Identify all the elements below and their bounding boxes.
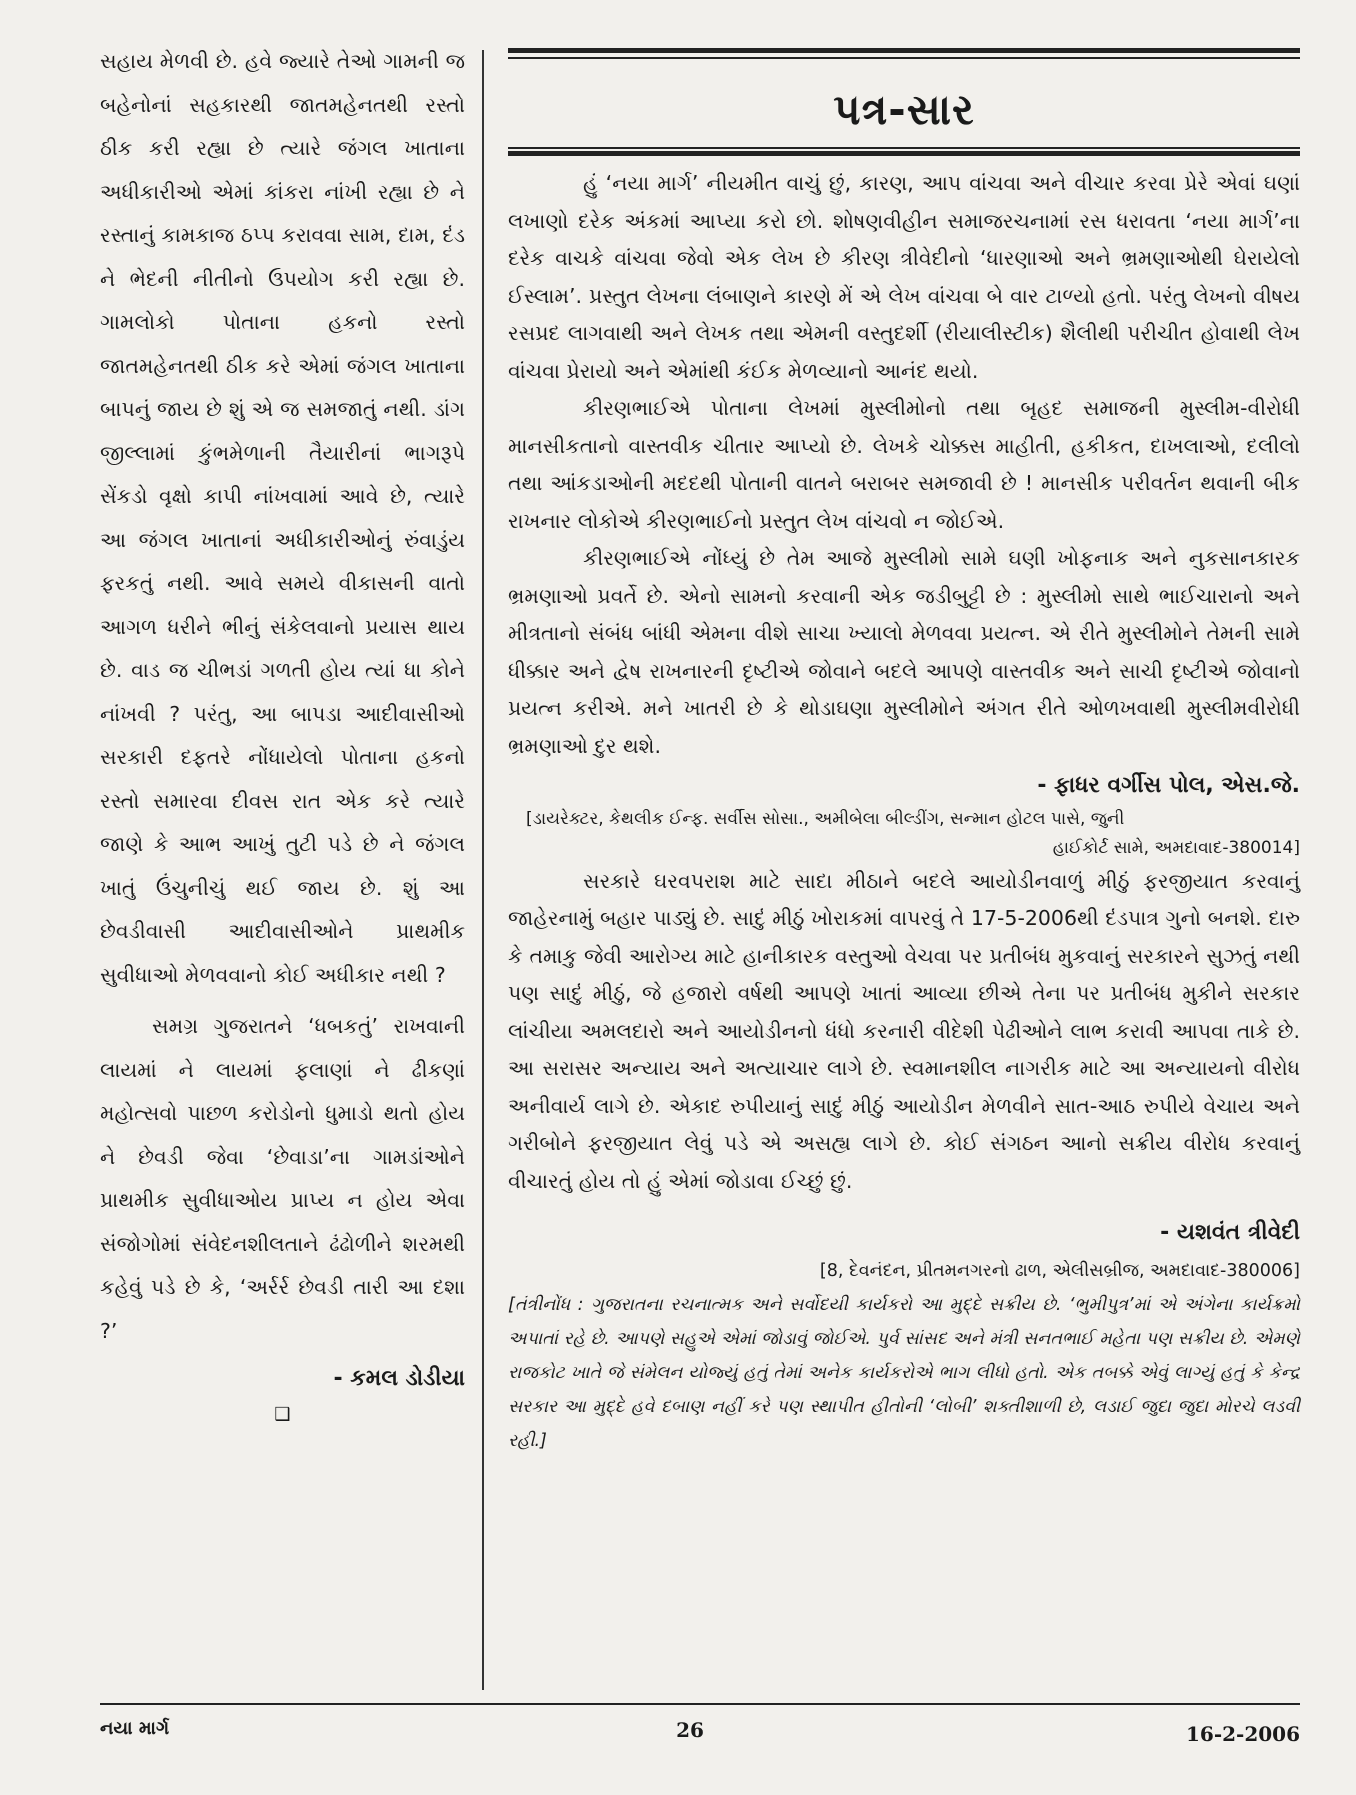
letter1-paragraph-2: કીરણભાઈએ પોતાના લેખમાં મુસ્લીમોનો તથા બૃહદ સમાજની મુસ્લીમ-વીરોધી માનસીકતાનો વાસ્તવીક ચીતાર આપ્યો છે. લેખકે ચોક્કસ માહીતી, હકીકત, દાખલાઓ, દલીલો તથા આંકડાઓની મદદથી પોતાની વાતને બરાબર સમજાવી છે ! માનસીક પરીવર્તન થવાની બીક રાખનાર લોકોએ કીરણભાઈનો પ્રસ્તુત લેખ વાંચવો ન જોઈએ. [508, 396, 1300, 533]
section-title: પત્ર-સાર [833, 85, 975, 134]
left-signature: - કમલ ડોડીયા [333, 1366, 465, 1391]
left-paragraph-2: સમગ્ર ગુજરાતને ‘ધબકતું’ રાખવાની લાયમાં ને લાયમાં ફલાણાં ને ઢીકણાં મહોત્સવો પાછળ કરોડોનો ધુમાડો થતો હોય ને છેવડી જેવા ‘છેવાડા’ના ગામડાંઓને પ્રાથમીક સુવીધાઓય પ્રાપ્ય ન હોય એવા સંજોગોમાં સંવેદનશીલતાને ઢંઢોળીને શરમથી કહેવું પડે છે કે, ‘અર્રર્ર છેવડી તારી આ દશા ?’ [100, 1014, 465, 1343]
page-number: 26 [676, 1718, 704, 1742]
letter2-paragraph-1: સરકારે ઘરવપરાશ માટે સાદા મીઠાને બદલે આયોડીનવાળું મીઠું ફરજીયાત કરવાનું જાહેરનામું બહાર પાડ્યું છે. સાદું મીઠું ખોરાકમાં વાપરવું તે 17-5-2006થી દંડપાત્ર ગુનો બનશે. દારુ કે તમાકુ જેવી આરોગ્ય માટે હાનીકારક વસ્તુઓ વેચવા પર પ્રતીબંધ મુકવાનું સરકારને સુઝતું નથી પણ સાદું મીઠું, જે હજારો વર્ષથી આપણે ખાતાં આવ્યા છીએ તેના પર પ્રતીબંધ મુકીને સરકાર લાંચીયા અમલદારો અને આયોડીનનો ધંધો કરનારી વીદેશી પેઢીઓને લાભ કરાવી આપવા તાકે છે. આ સરાસર અન્યાય અને અત્યાચાર લાગે છે. સ્વમાનશીલ નાગરીક માટે આ અન્યાયનો વીરોધ અનીવાર્ય લાગે છે. એકાદ રુપીયાનું સાદું મીઠું આયોડીન મેળવીને સાત-આઠ રુપીયે વેચાય અને ગરીબોને ફરજીયાત લેવું પડે એ અસહ્ય લાગે છે. કોઈ સંગઠન આનો સક્રીય વીરોધ કરવાનું વીચારતું હોય તો હું એમાં જોડાવા ઈચ્છું છું. [508, 868, 1300, 1193]
letter2-address: [8, દેવનંદન, પ્રીતમનગરનો ઢાળ, એલીસબ્રીજ, અમદાવાદ-380006] [819, 1260, 1300, 1281]
left-column [100, 40, 465, 1429]
letter1-paragraph-3: કીરણભાઈએ નોંધ્યું છે તેમ આજે મુસ્લીમો સામે ઘણી ખોફનાક અને નુકસાનકારક ભ્રમણાઓ પ્રવર્તે છે. એનો સામનો કરવાની એક જડીબુટ્ટી છે : મુસ્લીમો સાથે ભાઈચારાનો અને મીત્રતાનો સંબંધ બાંધી એમના વીશે સાચા ખ્યાલો મેળવવા પ્રયત્ન. એ રીતે મુસ્લીમોને તેમની સામે ધીક્કાર અને દ્વેષ રાખનારની દૃષ્ટીએ જોવાને બદલે આપણે વાસ્તવીક અને સાચી દૃષ્ટીએ જોવાનો પ્રયત્ન કરીએ. મને ખાતરી છે કે થોડાઘણા મુસ્લીમોને અંગત રીતે ઓળખવાથી મુસ્લીમવીરોધી ભ્રમણાઓ દુર થશે. [508, 546, 1300, 758]
footer-publication: નયા માર્ગ [100, 1718, 170, 1739]
end-mark-icon: ❑ [274, 1403, 291, 1425]
masthead-rule-top-thin [508, 57, 1300, 59]
left-paragraph-1: સહાય મેળવી છે. હવે જ્યારે તેઓ ગામની જ બહેનોનાં સહકારથી જાતમહેનતથી રસ્તો ઠીક કરી રહ્યા છે ત્યારે જંગલ ખાતાના અધીકારીઓ એમાં કાંકરા નાંખી રહ્યા છે ને રસ્તાનું કામકાજ ઠપ્પ કરાવવા સામ, દામ, દંડ ને ભેદની નીતીનો ઉપયોગ કરી રહ્યા છે. ગામલોકો પોતાના હકનો રસ્તો જાતમહેનતથી ઠીક કરે એમાં જંગલ ખાતાના બાપનું જાય છે શું એ જ સમજાતું નથી. ડાંગ જીલ્લામાં કુંભમેળાની તૈયારીનાં ભાગરૂપે સેંકડો વૃક્ષો કાપી નાંખવામાં આવે છે, ત્યારે આ જંગલ ખાતાનાં અધીકારીઓનું રુંવાડુંય ફરકતું નથી. આવે સમયે વીકાસની વાતો આગળ ધરીને ભીનું સંકેલવાનો પ્રયાસ થાય છે. વાડ જ ચીભડાં ગળતી હોય ત્યાં ધા કોને નાંખવી ? પરંતુ, આ બાપડા આદીવાસીઓ સરકારી દફતરે નોંધાયેલો પોતાના હકનો રસ્તો સમારવા દીવસ રાત એક કરે ત્યારે જાણે કે આભ આખું તુટી પડે છે ને જંગલ ખાતું ઉંચુનીચું થઈ જાય છે. શું આ છેવડીવાસી આદીવાસીઓને પ્રાથમીક સુવીધાઓ મેળવવાનો કોઈ અધીકાર નથી ? [100, 49, 465, 987]
column-divider [482, 50, 484, 1690]
editor-note: [તંત્રીનોંધ : ગુજરાતના રચનાત્મક અને સર્વોદયી કાર્યકરો આ મુદ્દે સક્રીય છે. ‘ભુમીપુત્ર’માં એ અંગેના કાર્યક્રમો અપાતાં રહે છે. આપણે સહુએ એમાં જોડાવું જોઈએ. પુર્વ સાંસદ અને મંત્રી સનતભાઈ મહેતા પણ સક્રીય છે. એમણે રાજકોટ ખાતે જે સંમેલન યોજ્યું હતું તેમાં અનેક કાર્યકરોએ ભાગ લીધો હતો. એક તબક્કે એવું લાગ્યું હતું કે કેન્દ્ર સરકાર આ મુદ્દે હવે દબાણ નહીં કરે પણ સ્થાપીત હીતોની ‘લોબી’ શક્તીશાળી છે, લડાઈ જુદા જુદા મોરચે લડવી રહી.] [508, 1294, 1300, 1451]
masthead-rule-bottom-thin [508, 147, 1300, 149]
masthead-rule-top [508, 48, 1300, 53]
letter1-paragraph-1: હું ‘નયા માર્ગ’ નીયમીત વાચું છું, કારણ, આપ વાંચવા અને વીચાર કરવા પ્રેરે એવાં ઘણાં લખાણો દરેક અંકમાં આપ્યા કરો છો. શોષણવીહીન સમાજરચનામાં રસ ધરાવતા ‘નયા માર્ગ’ના દરેક વાચકે વાંચવા જેવો એક લેખ છે કીરણ ત્રીવેદીનો ‘ધારણાઓ અને ભ્રમણાઓથી ઘેરાયેલો ઈસ્લામ’. પ્રસ્તુત લેખના લંબાણને કારણે મેં એ લેખ વાંચવા બે વાર ટાળ્યો હતો. પરંતુ લેખનો વીષય રસપ્રદ લાગવાથી અને લેખક તથા એમની વસ્તુદર્શી (રીયાલીસ્ટીક) શૈલીથી પરીચીત હોવાથી લેખ વાંચવા પ્રેરાયો અને એમાંથી કંઈક મેળવ્યાનો આનંદ થયો. [508, 171, 1300, 383]
footer-date: 16-2-2006 [1185, 1722, 1300, 1746]
letter1-author: - ફાધર વર્ગીસ પોલ, એસ.જે. [1037, 773, 1300, 798]
masthead-rule-bottom [508, 151, 1300, 156]
footer-rule [100, 1703, 1300, 1705]
letter1-address-line1: [ડાયરેક્ટર, કેથલીક ઈન્ફ. સર્વીસ સોસા., અમીબેલા બીલ્ડીંગ, સન્માન હોટલ પાસે, જુની [526, 808, 1125, 829]
letter2-author: - યશવંત ત્રીવેદી [1160, 1220, 1300, 1245]
right-column [508, 165, 1300, 1458]
letter1-address-line2: હાઈકોર્ટ સામે, અમદાવાદ-380014] [1052, 837, 1300, 858]
